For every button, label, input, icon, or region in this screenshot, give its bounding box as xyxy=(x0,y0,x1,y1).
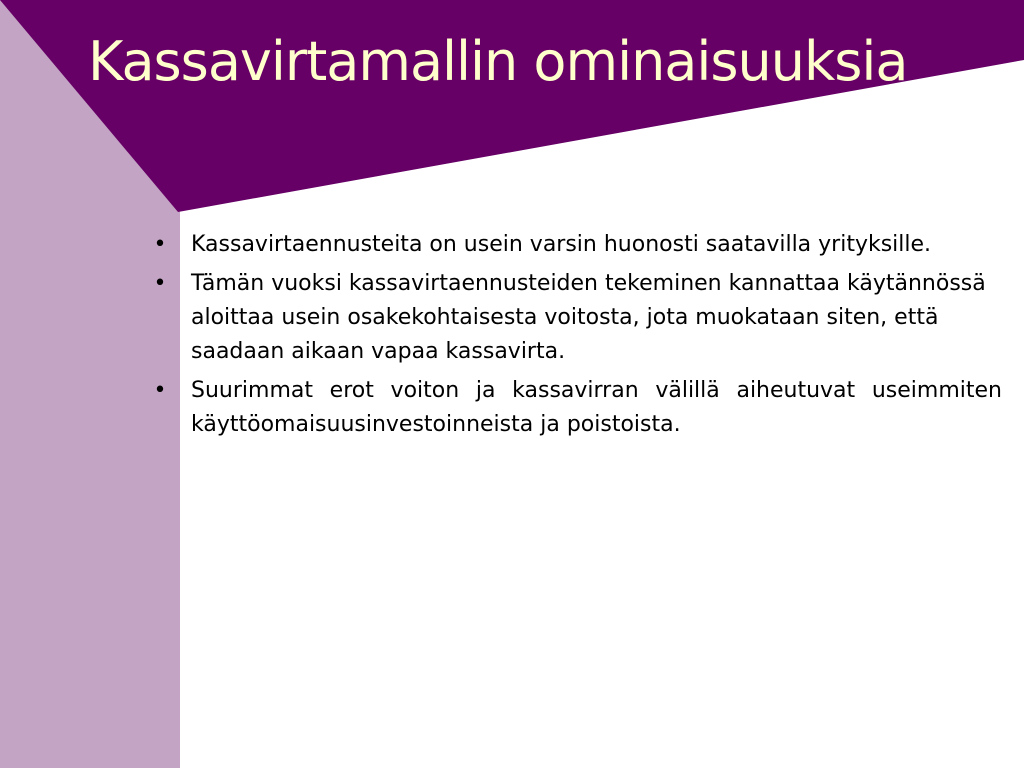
bullet-text: Tämän vuoksi kassavirtaennusteiden tekeminen kannattaa käytännössä aloittaa usein osakekohtaisesta voitosta, jota muokataan siten, että saadaan aikaan vapaa kassavirta. xyxy=(191,271,986,364)
bullet-icon: • xyxy=(153,271,167,296)
bullet-item xyxy=(150,267,1002,369)
bullet-list xyxy=(150,228,1002,442)
bullet-item xyxy=(150,374,1002,442)
bullet-icon: • xyxy=(153,378,167,403)
slide-content xyxy=(150,228,1002,447)
bullet-text: Kassavirtaennusteita on usein varsin huonosti saatavilla yrityksille. xyxy=(191,232,932,257)
bullet-icon: • xyxy=(153,232,167,257)
slide-title: Kassavirtamallin ominaisuuksia xyxy=(88,30,908,93)
bullet-text: Suurimmat erot voiton ja kassavirran välillä aiheutuvat useimmiten käyttöomaisuusinvestoinneista ja poistoista. xyxy=(191,378,1002,437)
bullet-item xyxy=(150,228,1002,262)
